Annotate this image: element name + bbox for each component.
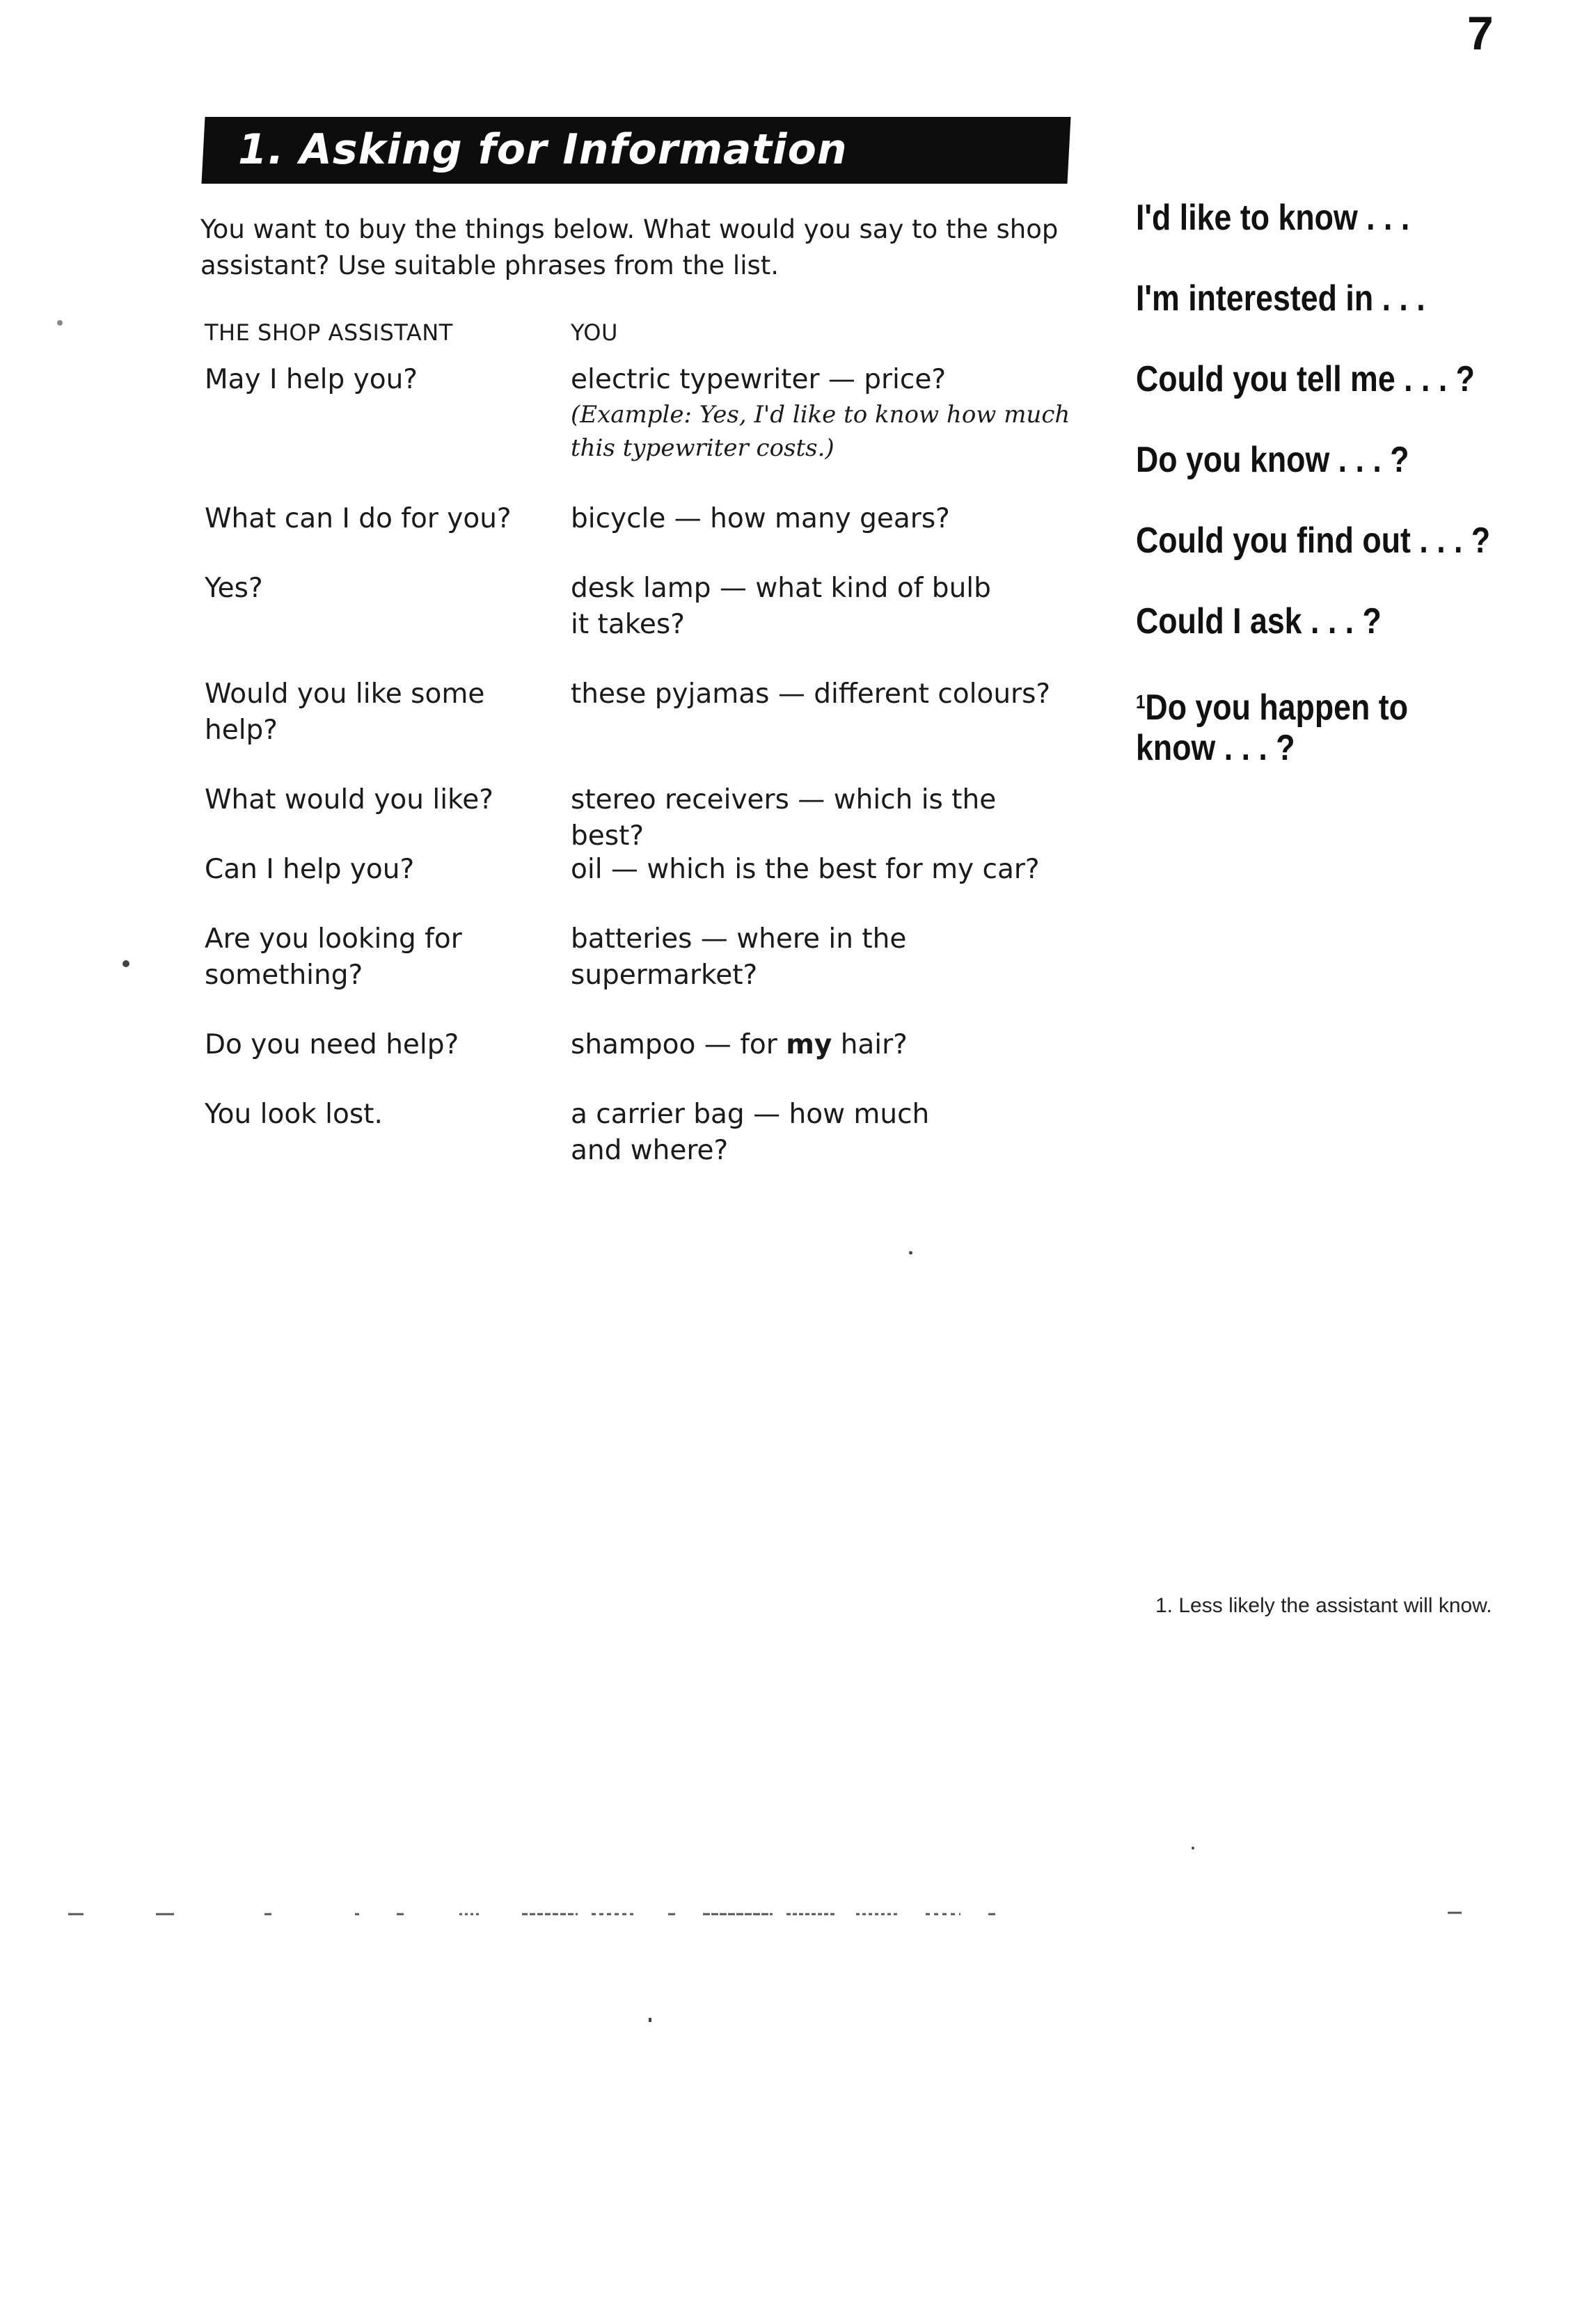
scan-artifact-line — [63, 1910, 1566, 1918]
customer-prompt: stereo receivers — which is the best? — [571, 784, 997, 852]
phrase-item: Do you know . . . ? — [1136, 440, 1409, 480]
customer-prompt: bicycle — how many gears? — [571, 503, 950, 534]
customer-prompt-text: shampoo — for — [571, 1029, 786, 1060]
column-header-shop-assistant: THE SHOP ASSISTANT — [205, 319, 453, 346]
phrase-item: Could I ask . . . ? — [1136, 601, 1382, 642]
scan-speck — [122, 960, 129, 967]
exercise-instructions: You want to buy the things below. What would you say to the shop assistant? Use suitable phrases from the list. — [200, 214, 1059, 280]
assistant-line: May I help you? — [205, 364, 418, 395]
example-answer: (Example: Yes, I'd like to know how much this typewriter costs.) — [571, 401, 1070, 462]
footnote-text: Less likely the assistant will know. — [1178, 1594, 1492, 1617]
phrase-item-footnoted — [1136, 682, 1435, 768]
useful-phrases-list — [1136, 198, 1526, 768]
customer-prompt: desk lamp — what kind of bulb it takes? — [571, 573, 991, 640]
scan-speck — [57, 320, 63, 326]
phrase-item: I'm interested in . . . — [1136, 278, 1425, 319]
scan-speck — [1192, 1847, 1194, 1849]
assistant-line: What can I do for you? — [205, 503, 512, 534]
assistant-line: You look lost. — [205, 1099, 383, 1130]
customer-prompt: oil — which is the best for my car? — [571, 854, 1040, 885]
assistant-line: Are you looking for something? — [205, 923, 462, 991]
customer-prompt-text-end: hair? — [832, 1029, 908, 1060]
emphasis-my: my — [786, 1029, 832, 1060]
customer-prompt-text: electric typewriter — price? — [571, 364, 947, 395]
customer-prompt: these pyjamas — different colours? — [571, 678, 1051, 710]
phrase-item: Could you find out . . . ? — [1136, 520, 1491, 561]
assistant-line: Can I help you? — [205, 854, 415, 885]
customer-prompt — [571, 362, 1072, 465]
scan-speck — [649, 2018, 651, 2022]
footnote — [1155, 1593, 1492, 1618]
assistant-line: Yes? — [205, 573, 263, 604]
customer-prompt: batteries — where in the supermarket? — [571, 923, 907, 991]
section-title: 1. Asking for Information — [238, 125, 848, 174]
phrase-item: I'd like to know . . . — [1136, 198, 1410, 238]
assistant-line: What would you like? — [205, 784, 493, 815]
phrase-item: Could you tell me . . . ? — [1136, 359, 1475, 399]
customer-prompt — [571, 1027, 1072, 1063]
scan-speck — [909, 1251, 912, 1255]
customer-prompt: a carrier bag — how much and where? — [571, 1099, 930, 1166]
page-number: 7 — [1467, 7, 1494, 60]
column-header-you: YOU — [571, 319, 618, 346]
footnote-marker: 1 — [1136, 691, 1146, 713]
phrase-text: Do you happen to know . . . ? — [1136, 687, 1409, 768]
footnote-number: 1. — [1155, 1594, 1173, 1617]
assistant-line: Would you like some help? — [205, 678, 485, 746]
assistant-line: Do you need help? — [205, 1029, 459, 1060]
